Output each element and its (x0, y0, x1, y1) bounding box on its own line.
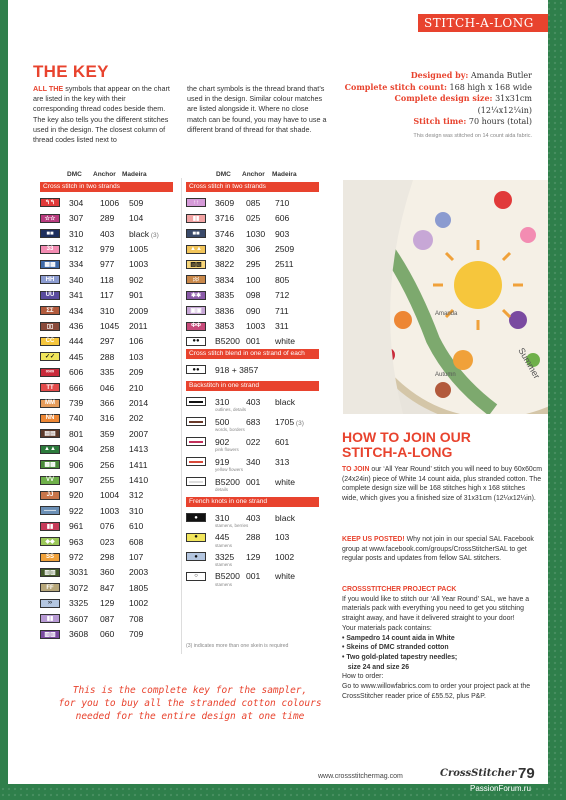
anchor-code: 359 (100, 428, 115, 439)
symbol-swatch: ―― (40, 506, 60, 515)
howto-p3: CROSSSTITCHER PROJECT PACK If you would like to stitch our ‘All Year Round’ SAL, we have a materials pack with everything you need to get you stitching straight away, and have it delivered straight to your door! Your materials pack contains: • Sampedro 14 count aida in White • Skeins of DMC stranded cotton • Two gold-plated tapestry needles; size 24 and size 26 How to order: Go to www.willowfabrics.com to order your project pack at the CrossStitcher reader price of £55.52, plus P&P. (342, 585, 542, 701)
key-row (40, 212, 173, 224)
dmc-code: 3607 (69, 613, 89, 624)
key-row (40, 428, 173, 440)
madeira-code: 202 (129, 413, 144, 424)
dmc-code: 3609 (215, 197, 235, 208)
key-row (186, 197, 319, 209)
photo-word-autumn: Autumn (435, 372, 456, 378)
backstitch-usage: details (215, 487, 229, 492)
anchor-code: 022 (246, 436, 261, 447)
pack-item: • Two gold-plated tapestry needles; (342, 653, 458, 661)
dmc-code: 606 (69, 367, 84, 378)
key-row (186, 456, 319, 468)
column-divider (181, 178, 182, 654)
col-dmc-right: DMC (216, 171, 231, 178)
key-row (40, 274, 173, 286)
anchor-code: 306 (246, 244, 261, 255)
madeira-code: 1705 (3) (275, 416, 304, 427)
anchor-code: 046 (100, 382, 115, 393)
dmc-code: 920 (69, 490, 84, 501)
section-cross-stitch-left: Cross stitch in two strands (40, 182, 173, 192)
anchor-code: 001 (246, 571, 261, 582)
madeira-code: 103 (129, 351, 144, 362)
blend-codes: 918 + 3857 (215, 364, 259, 375)
key-row (40, 474, 173, 486)
backstitch-usage: yellow flowers (215, 467, 244, 472)
anchor-code: 366 (100, 398, 115, 409)
key-row (40, 197, 173, 209)
footer-brand: CrossStitcher (440, 768, 517, 779)
madeira-code: 106 (129, 336, 144, 347)
key-row (40, 613, 173, 625)
symbol-swatch: FF (40, 583, 60, 592)
howto-p2: KEEP US POSTED! Why not join in our special SAL Facebook group at www.facebook.com/groups/CrossStitcherSAL to get regular posts and updates from fellow SAL stitchers. (342, 536, 534, 563)
key-row (186, 551, 319, 563)
anchor-code: 100 (246, 274, 261, 285)
anchor-code: 1003 (100, 505, 120, 516)
backstitch-swatch (186, 397, 206, 406)
key-row (40, 582, 173, 594)
key-row (186, 259, 319, 271)
anchor-code: 335 (100, 367, 115, 378)
skein-note: (3) (149, 231, 159, 239)
order-link-text[interactable]: Go to www.willowfabrics.com to order your project pack at the CrossStitcher reader price of £55.52, plus P&P. (342, 683, 531, 700)
anchor-code: 129 (100, 598, 115, 609)
french-knot-usage: stamens, berries (215, 523, 249, 528)
col-madeira-right: Madeira (272, 171, 297, 178)
french-knot-usage: stamens (215, 542, 233, 548)
anchor-code: 098 (246, 290, 261, 301)
key-row (40, 243, 173, 255)
symbol-swatch: NN (40, 414, 60, 423)
section-header: STITCH-A-LONG (418, 14, 548, 32)
anchor-code: 118 (100, 274, 114, 285)
anchor-code: 001 (246, 476, 261, 487)
watermark: PassionForum.ru (470, 784, 531, 793)
key-row (186, 416, 319, 428)
dmc-code: 919 (215, 456, 230, 467)
key-row (40, 567, 173, 579)
key-row (40, 536, 173, 548)
symbol-swatch: ΣΣ (40, 306, 60, 315)
key-row (186, 476, 319, 488)
madeira-code: 311 (275, 321, 289, 332)
symbol-swatch: UU (40, 291, 60, 300)
anchor-code: 076 (100, 521, 115, 532)
backstitch-swatch (186, 417, 206, 426)
madeira-code: 708 (129, 613, 144, 624)
anchor-code: 289 (100, 213, 115, 224)
dmc-code: 904 (69, 444, 84, 455)
symbol-swatch: ∞∞ (40, 368, 60, 377)
symbol-swatch: ▧▧ (186, 260, 206, 269)
madeira-code: 2011 (129, 321, 148, 332)
backstitch-usage: words, borders (215, 427, 245, 432)
dmc-code: 3835 (215, 290, 235, 301)
madeira-code: 1413 (129, 444, 149, 455)
key-row (186, 571, 319, 583)
key-row (40, 597, 173, 609)
madeira-code: 710 (275, 197, 290, 208)
symbol-swatch: ▯▯ (40, 322, 60, 331)
madeira-code: 2003 (129, 567, 149, 578)
madeira-code: 606 (275, 213, 290, 224)
symbol-swatch: ▣▣ (186, 306, 206, 315)
anchor-code: 288 (100, 351, 115, 362)
symbol-swatch: ›› (40, 599, 60, 608)
anchor-code: 258 (100, 444, 115, 455)
anchor-code: 255 (100, 475, 115, 486)
dmc-code: 340 (69, 274, 84, 285)
dmc-code: 907 (69, 475, 84, 486)
anchor-code: 295 (246, 259, 261, 270)
madeira-code: 805 (275, 274, 290, 285)
anchor-code: 288 (246, 532, 261, 543)
anchor-code: 1006 (100, 197, 120, 208)
madeira-code: 313 (275, 456, 290, 467)
key-title: THE KEY (33, 62, 109, 81)
dmc-code: 3608 (69, 629, 89, 640)
symbol-swatch: ● (186, 513, 206, 522)
key-row (186, 436, 319, 448)
symbol-swatch: ●● (186, 365, 206, 374)
key-row (40, 382, 173, 394)
photo-word-amanda: Amanda (435, 311, 458, 317)
madeira-code: 901 (129, 290, 144, 301)
dmc-code: B5200 (215, 476, 240, 487)
madeira-code: 1411 (129, 459, 148, 470)
madeira-code: 210 (129, 382, 144, 393)
anchor-code: 297 (100, 336, 115, 347)
dmc-code: 3834 (215, 274, 235, 285)
section-blend: Cross stitch blend in one strand of each (186, 349, 319, 359)
key-row (40, 505, 173, 517)
key-row (40, 490, 173, 502)
dmc-code: 334 (69, 259, 84, 270)
dmc-code: B5200 (215, 336, 240, 347)
symbol-swatch: ◆◆ (40, 537, 60, 546)
key-row (186, 336, 319, 348)
key-row (186, 212, 319, 224)
anchor-code: 316 (100, 413, 115, 424)
blend-row (186, 364, 258, 376)
symbol-swatch: ✱✱ (186, 291, 206, 300)
madeira-code: white (275, 571, 296, 582)
madeira-code: 312 (129, 490, 144, 501)
symbol-swatch: ▥▥ (40, 568, 60, 577)
col-madeira-left: Madeira (122, 171, 147, 178)
key-row (186, 289, 319, 301)
anchor-code: 403 (246, 512, 261, 523)
symbol-swatch: JJ (40, 491, 60, 500)
key-row (186, 228, 319, 240)
page-number: 79 (518, 765, 535, 782)
key-row (40, 259, 173, 271)
howto-title: HOW TO JOIN OUR STITCH-A-LONG (342, 429, 471, 460)
madeira-code: 1410 (129, 475, 149, 486)
madeira-code: 902 (129, 274, 144, 285)
col-dmc-left: DMC (67, 171, 82, 178)
symbol-swatch: ○ (186, 572, 206, 581)
pack-item: • Sampedro 14 count aida in White (342, 634, 455, 642)
footnote: (3) indicates more than one skein is required (186, 643, 289, 649)
sampler-illustration (343, 180, 548, 414)
key-row (40, 520, 173, 532)
key-row (40, 228, 173, 240)
madeira-code: black (275, 396, 296, 407)
anchor-code: 1045 (100, 321, 120, 332)
anchor-code: 847 (100, 582, 115, 593)
symbol-swatch: ✓✓ (40, 352, 60, 361)
madeira-code: 709 (129, 629, 144, 640)
symbol-swatch: ▮▮ (186, 214, 206, 223)
key-row (40, 305, 173, 317)
key-row (40, 289, 173, 301)
anchor-code: 085 (246, 197, 261, 208)
madeira-code: 107 (129, 552, 144, 563)
intro-right: the chart symbols is the thread brand that’s used in the design. Similar colour matches are listed alongside it. Where no close match can be found, you may have to use a different brand of thread for that shade. (187, 84, 327, 134)
photo-word-summer: Summer (516, 346, 542, 381)
french-knot-usage: stamens (215, 581, 233, 587)
anchor-code: 310 (100, 305, 115, 316)
anchor-code: 1003 (246, 321, 266, 332)
key-row (186, 532, 319, 544)
anchor-code: 129 (246, 551, 261, 562)
dmc-code: 902 (215, 436, 230, 447)
symbol-swatch: ☆☆ (40, 214, 60, 223)
madeira-code: 209 (129, 367, 144, 378)
dmc-code: 740 (69, 413, 84, 424)
anchor-code: 001 (246, 336, 261, 347)
anchor-code: 403 (246, 396, 261, 407)
key-row (40, 443, 173, 455)
symbol-swatch: ▮▮ (40, 614, 60, 623)
left-bleed (0, 0, 8, 784)
symbol-swatch: ↰↰ (40, 198, 60, 207)
section-cross-stitch-right: Cross stitch in two strands (186, 182, 319, 192)
dmc-code: 739 (69, 398, 84, 409)
dmc-code: B5200 (215, 571, 240, 582)
symbol-swatch: ■■ (40, 229, 60, 238)
anchor-code: 298 (100, 552, 115, 563)
symbol-swatch: ● (186, 552, 206, 561)
dmc-code: 3325 (69, 598, 89, 609)
symbol-swatch: ▮▮ (40, 522, 60, 531)
key-row (40, 397, 173, 409)
dmc-code: 3836 (215, 305, 235, 316)
symbol-swatch: CC (40, 337, 60, 346)
dmc-code: 312 (69, 244, 84, 255)
key-row (186, 243, 319, 255)
dmc-code: 304 (69, 197, 84, 208)
madeira-code: 903 (275, 228, 290, 239)
backstitch-swatch (186, 477, 206, 486)
dmc-code: 972 (69, 552, 84, 563)
key-row (40, 366, 173, 378)
symbol-swatch: VV (40, 476, 60, 485)
symbol-swatch: ΦΦ (186, 322, 206, 331)
dmc-code: 666 (69, 382, 84, 393)
pack-item: • Skeins of DMC stranded cotton (342, 644, 449, 652)
dmc-code: 801 (69, 428, 84, 439)
dmc-code: 3746 (215, 228, 235, 239)
dmc-code: 444 (69, 336, 84, 347)
symbol-swatch: SS (40, 553, 60, 562)
key-row (186, 396, 319, 408)
dmc-code: 310 (215, 512, 230, 523)
anchor-code: 117 (100, 290, 114, 301)
madeira-code: white (275, 476, 296, 487)
section-backstitch: Backstitch in one strand (186, 381, 319, 391)
key-row (40, 628, 173, 640)
madeira-code: 104 (129, 213, 144, 224)
symbol-swatch: HH (40, 275, 60, 284)
anchor-code: 1030 (246, 228, 266, 239)
madeira-code: 2007 (129, 428, 149, 439)
dmc-code: 3822 (215, 259, 235, 270)
key-row (186, 320, 319, 332)
dmc-code: 963 (69, 536, 84, 547)
symbol-swatch: ▲▲ (40, 445, 60, 454)
pack-item: size 24 and size 26 (342, 663, 410, 671)
handwritten-note: This is the complete key for the sampler, for you to buy all the stranded cotton colours needed for the entire design at one time (58, 685, 322, 722)
dmc-code: 445 (215, 532, 230, 543)
symbol-swatch: ♯♯ (186, 275, 206, 284)
col-anchor-left: Anchor (93, 171, 116, 178)
madeira-code: 310 (129, 505, 144, 516)
madeira-code: 711 (275, 305, 289, 316)
madeira-code: 608 (129, 536, 144, 547)
symbol-swatch: ▲▲ (186, 245, 206, 254)
symbol-swatch: ▦▦ (40, 260, 60, 269)
french-knot-usage: stamens (215, 562, 233, 567)
symbol-swatch: ● (186, 533, 206, 542)
madeira-code: 103 (275, 532, 290, 543)
anchor-code: 1004 (100, 490, 120, 501)
madeira-code: 1805 (129, 582, 149, 593)
dmc-code: 3820 (215, 244, 235, 255)
symbol-swatch: 33 (40, 245, 60, 254)
madeira-code: 2009 (129, 305, 149, 316)
key-row (40, 413, 173, 425)
key-row (186, 305, 319, 317)
madeira-code: 2014 (129, 398, 149, 409)
dmc-code: 3072 (69, 582, 89, 593)
anchor-code: 025 (246, 213, 261, 224)
key-row (186, 512, 319, 524)
section-french-knots: French knots in one strand (186, 497, 319, 507)
anchor-code: 979 (100, 244, 115, 255)
key-row (40, 351, 173, 363)
symbol-swatch: TT (40, 383, 60, 392)
madeira-code: white (275, 336, 296, 347)
madeira-code: 712 (275, 290, 290, 301)
dmc-code: 310 (215, 396, 230, 407)
key-row (40, 551, 173, 563)
key-row (40, 459, 173, 471)
dmc-code: 500 (215, 416, 230, 427)
anchor-code: 403 (100, 228, 115, 239)
anchor-code: 023 (100, 536, 115, 547)
backstitch-usage: outlines, details (215, 407, 247, 412)
dmc-code: 310 (69, 228, 84, 239)
anchor-code: 340 (246, 456, 261, 467)
key-row (186, 274, 319, 286)
footer-url[interactable]: www.crossstitchermag.com (318, 773, 403, 780)
dmc-code: 3031 (69, 567, 89, 578)
anchor-code: 256 (100, 459, 115, 470)
anchor-code: 360 (100, 567, 115, 578)
symbol-swatch: ■■ (186, 229, 206, 238)
anchor-code: 090 (246, 305, 261, 316)
dmc-code: 307 (69, 213, 84, 224)
dmc-code: 3716 (215, 213, 235, 224)
madeira-code: 1003 (129, 259, 149, 270)
col-anchor-right: Anchor (242, 171, 265, 178)
symbol-swatch: MM (40, 399, 60, 408)
dmc-code: 341 (69, 290, 84, 301)
howto-p1: TO JOIN our ‘All Year Round’ stitch you will need to buy 60x60cm (24x24in) piece of White 14 count aida, plus stranded cotton. The complete design size will be 168 stitches high x 168 stitches wide, which gives you a finished size of 31x31cm (12¼x12¼in). (342, 466, 542, 503)
backstitch-swatch (186, 437, 206, 446)
anchor-code: 683 (246, 416, 261, 427)
symbol-swatch: ↑↑ (186, 198, 206, 207)
dmc-code: 3853 (215, 321, 235, 332)
key-row (40, 336, 173, 348)
symbol-swatch: ▥▥ (40, 630, 60, 639)
dmc-code: 436 (69, 321, 84, 332)
sampler-photo (343, 180, 548, 414)
madeira-code: black (3) (129, 228, 159, 239)
backstitch-usage: pink flowers (215, 447, 239, 452)
madeira-code: 601 (275, 436, 290, 447)
madeira-code: 610 (129, 521, 144, 532)
madeira-code: 1002 (275, 551, 295, 562)
dmc-code: 434 (69, 305, 84, 316)
dmc-code: 922 (69, 505, 84, 516)
madeira-code: 1005 (129, 244, 149, 255)
dmc-code: 445 (69, 351, 84, 362)
design-credits: Designed by: Amanda Butler Complete stitch count: 168 high x 168 wide Complete design size: 31x31cm (12¼x12¼in) Stitch time: 70 hours (total) This design was stitched on 14 count aida fabric. (344, 70, 532, 139)
dmc-code: 961 (69, 521, 84, 532)
symbol-swatch: ▤▤ (40, 429, 60, 438)
symbol-swatch: ▩▩ (40, 460, 60, 469)
madeira-code: black (275, 512, 296, 523)
anchor-code: 977 (100, 259, 115, 270)
madeira-code: 2511 (275, 259, 294, 270)
madeira-code: 509 (129, 197, 144, 208)
intro-left: ALL THE symbols that appear on the chart are listed in the key with their corresponding thread codes beside them. The key also tells you the different stitches used in the design. The closest column of thread codes listed next to (33, 84, 170, 145)
madeira-code: 2509 (275, 244, 295, 255)
backstitch-swatch (186, 457, 206, 466)
skein-note: (3) (294, 419, 304, 427)
anchor-code: 060 (100, 629, 115, 640)
key-row (40, 320, 173, 332)
symbol-swatch: ●● (186, 337, 206, 346)
anchor-code: 087 (100, 613, 115, 624)
dmc-code: 3325 (215, 551, 235, 562)
madeira-code: 1002 (129, 598, 149, 609)
dmc-code: 906 (69, 459, 84, 470)
